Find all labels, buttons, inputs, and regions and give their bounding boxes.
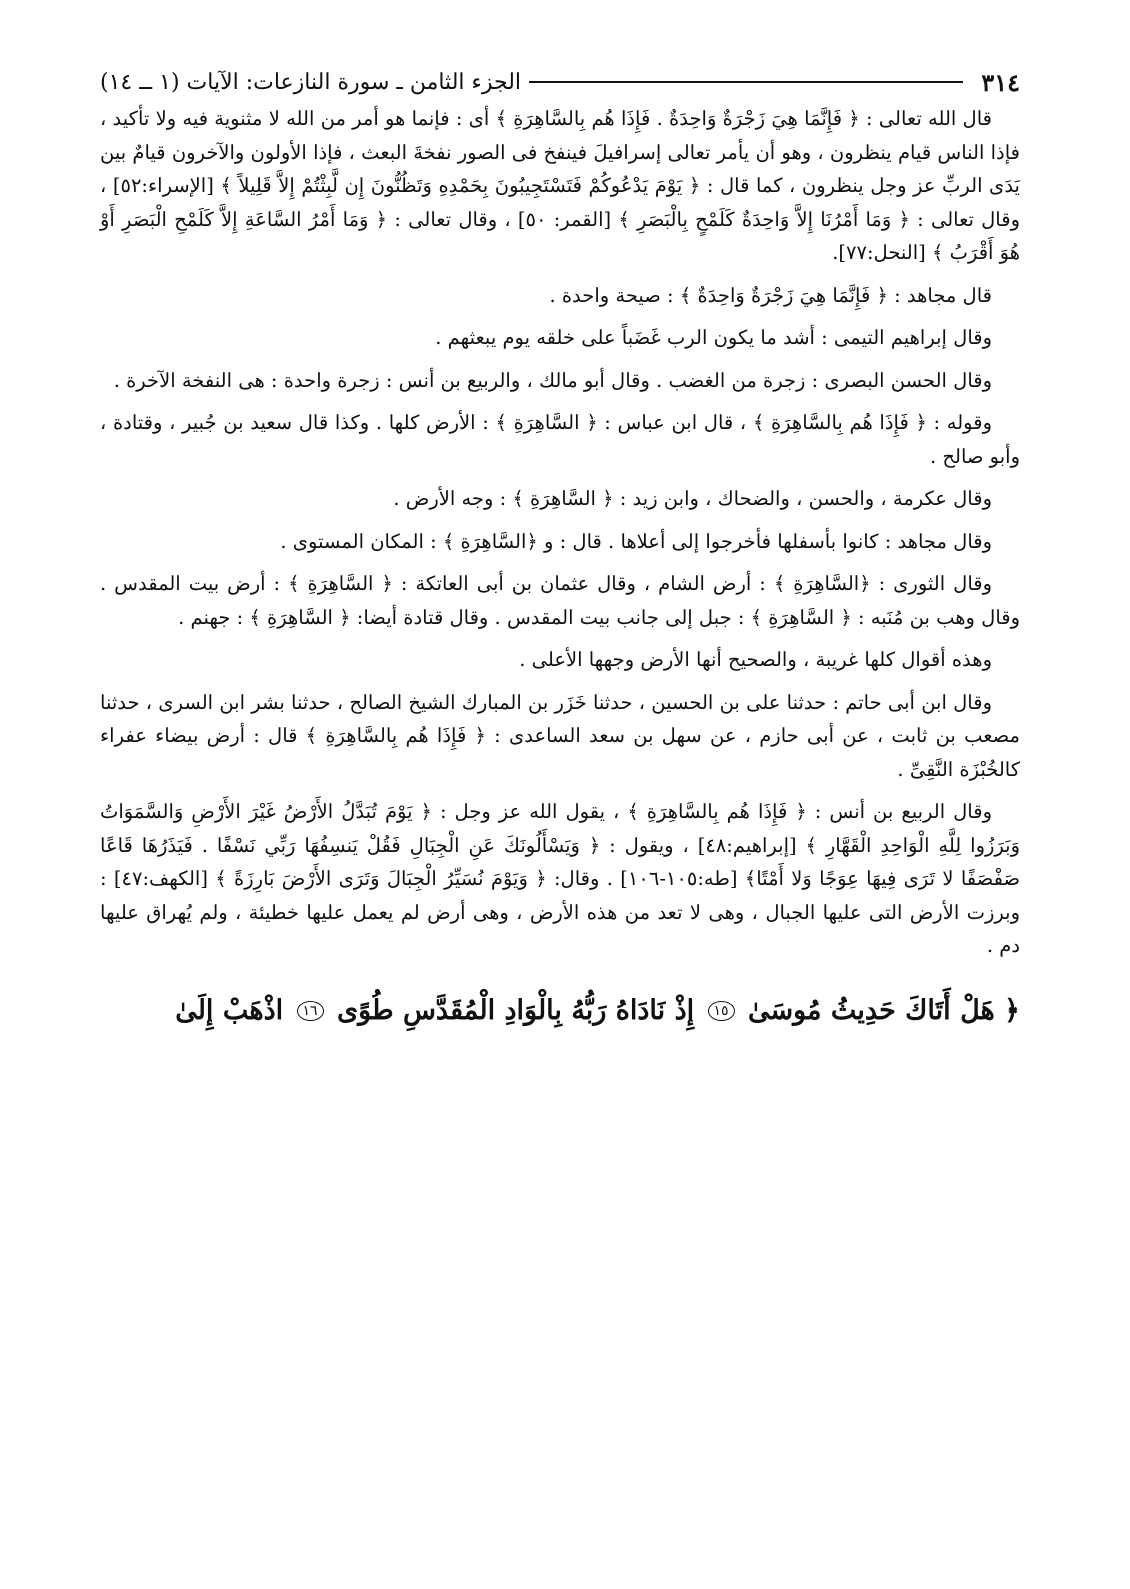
running-title: الجزء الثامن ـ سورة النازعات: الآيات (١ ــ ١٤) (100, 69, 522, 95)
paragraph: وقال الربيع بن أنس : ﴿ فَإِذَا هُم بِالسَّاهِرَةِ ﴾ ، يقول الله عز وجل : ﴿ يَوْمَ تُبَدَّلُ الأَرْضُ غَيْرَ الأَرْضِ وَالسَّمَوَاتُ وَبَرَزُوا لِلَّهِ الْوَاحِدِ الْقَهَّارِ ﴾ [إبراهيم:٤٨] ، ويقول : ﴿ وَيَسْأَلُونَكَ عَنِ الْجِبَالِ فَقُلْ يَنسِفُهَا رَبِّي نَسْفًا . فَيَذَرُهَا قَاعًا صَفْصَفًا لا تَرَى فِيهَا عِوَجًا وَلا أَمْتًا﴾ [طه:١٠٥-١٠٦] . وقال: ﴿ وَيَوْمَ نُسَيِّرُ الْجِبَالَ وَتَرَى الأَرْضَ بَارِزَةً ﴾ [الكهف:٤٧] : وبرزت الأرض التى عليها الجبال ، وهى لا تعد من هذه الأرض ، وهى أرض لم يعمل عليها خطيئة ، ولم يُهراق عليها دم . (100, 800, 1021, 957)
paragraph: وقال الثورى : ﴿السَّاهِرَةِ ﴾ : أرض الشام ، وقال عثمان بن أبى العاتكة : ﴿ السَّاهِرَةِ ﴾ : أرض بيت المقدس . وقال وهب بن مُنَبه : ﴿ السَّاهِرَةِ ﴾ : جبل إلى جانب بيت المقدس . وقال قتادة أيضا: ﴿ السَّاهِرَةِ ﴾ : جهنم . (100, 572, 1020, 629)
verse-open-bracket: ﴿ (1004, 994, 1020, 1026)
verse-text: إِذْ نَادَاهُ رَبُّهُ بِالْوَادِ الْمُقَدَّسِ طُوًى (336, 994, 695, 1026)
paragraph: وقال مجاهد : كانوا بأسفلها فأخرجوا إلى أعلاها . قال : و ﴿السَّاهِرَةِ ﴾ : المكان المستوى . (280, 529, 992, 553)
ayah-number-marker: ١٦ (297, 1001, 324, 1021)
verse-text: هَلْ أَتَاكَ حَدِيثُ مُوسَىٰ (747, 994, 995, 1026)
ayah-number-marker: ١٥ (708, 1001, 735, 1021)
commentary-body (100, 102, 1020, 963)
paragraph: وقال عكرمة ، والحسن ، والضحاك ، وابن زيد : ﴿ السَّاهِرَةِ ﴾ : وجه الأرض . (393, 487, 992, 510)
quran-verse-line (100, 989, 1020, 1033)
page-header (100, 62, 1020, 102)
page-number: ٣١٤ (981, 67, 1020, 97)
paragraph: وقال الحسن البصرى : زجرة من الغضب . وقال أبو مالك ، والربيع بن أنس : زجرة واحدة : هى النفخة الآخرة . (113, 368, 992, 392)
paragraph: قال مجاهد : ﴿ فَإِنَّمَا هِيَ زَجْرَةٌ وَاحِدَةٌ ﴾ : صيحة واحدة . (549, 283, 992, 307)
paragraph: وهذه أقوال كلها غريبة ، والصحيح أنها الأرض وجهها الأعلى . (519, 648, 992, 671)
paragraph: وقال ابن أبى حاتم : حدثنا على بن الحسين ، حدثنا خَزَر بن المبارك الشيخ الصالح ، حدثنا بشر ابن السرى ، حدثنا مصعب بن ثابت ، عن أبى حازم ، عن سهل بن سعد الساعدى : ﴿ فَإِذَا هُم بِالسَّاهِرَةِ ﴾ قال : أرض بيضاء عفراء كالخُبْزَة النَّقِىِّ . (100, 690, 1020, 781)
paragraph: وقوله : ﴿ فَإِذَا هُم بِالسَّاهِرَةِ ﴾ ، قال ابن عباس : ﴿ السَّاهِرَةِ ﴾ : الأرض كلها . وكذا قال سعيد بن جُبير ، وقتادة ، وأبو صالح . (100, 411, 1020, 468)
paragraph: وقال إبراهيم التيمى : أشد ما يكون الرب غَضَباً على خلقه يوم يبعثهم . (435, 326, 992, 349)
verse-text: اذْهَبْ إِلَىٰ (175, 994, 284, 1026)
paragraph: قال الله تعالى : ﴿ فَإِنَّمَا هِيَ زَجْرَةٌ وَاحِدَةٌ . فَإِذَا هُم بِالسَّاهِرَةِ ﴾ أى : فإنما هو أمر من الله لا مثنوية فيه ولا تأكيد ، فإذا الناس قيام ينظرون ، وهو أن يأمر تعالى إسرافيلَ فينفخ فى الصور نفخةَ البعث ، فإذا الأولون والآخرون قيامٌ بين يَدَى الربِّ عز وجل ينظرون ، كما قال : ﴿ يَوْمَ يَدْعُوكُمْ فَتَسْتَجِيبُونَ بِحَمْدِهِ وَتَظُنُّونَ إِن لَّبِثْتُمْ إِلاَّ قَلِيلاً ﴾ [الإسراء:٥٢] ، وقال تعالى : ﴿ وَمَا أَمْرُنَا إِلاَّ وَاحِدَةٌ كَلَمْحٍ بِالْبَصَرِ ﴾ [القمر: ٥٠] ، وقال تعالى : ﴿ وَمَا أَمْرُ السَّاعَةِ إِلاَّ كَلَمْحِ الْبَصَرِ أَوْ هُوَ أَقْرَبُ ﴾ [النحل:٧٧]. (100, 107, 1020, 264)
header-rule (529, 81, 963, 83)
book-page (100, 62, 1020, 1033)
